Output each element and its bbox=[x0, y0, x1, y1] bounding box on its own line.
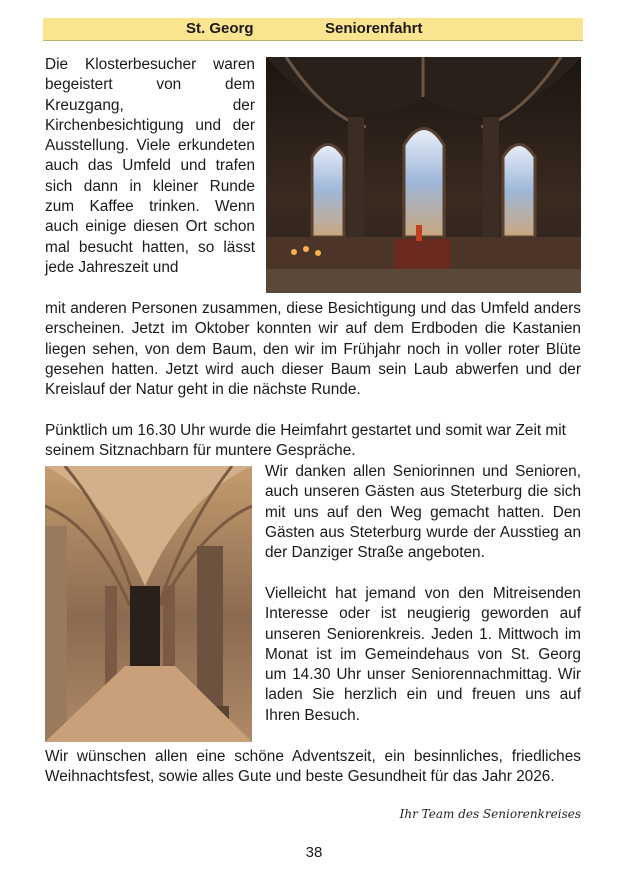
cloister-photo bbox=[45, 466, 252, 742]
page-number: 38 bbox=[305, 844, 323, 861]
paragraph-6: Wir wünschen allen eine schöne Adventszeit, ein besinnliches, friedliches Weihnachtsfest, sowie alles Gute und beste Gesundheit für das Jahr 2026. bbox=[45, 748, 581, 786]
church-interior-photo bbox=[266, 57, 581, 293]
paragraph-5: Vielleicht hat jemand von den Mitreisenden Interesse oder ist neugierig geworden auf unseren Seniorenkreis. Jeden 1. Mittwoch im Monat ist im Gemeindehaus von St. Georg um 14.30 Uhr unser Seniorennachmittag. Wir laden Sie herzlich ein und freuen uns auf Ihren Besuch. bbox=[265, 585, 581, 724]
paragraph-2: mit anderen Personen zusammen, diese Besichtigung und das Umfeld anders erscheinen. Jetzt im Oktober konnten wir auf dem Erdboden die Kastanien liegen sehen, von dem Baum, den wir im Frühjahr noch in voller roter Blüte gesehen hatten. Jetzt wird auch dieser Baum sein Laub abwerfen und der Kreislauf der Natur geht in die nächste Runde. bbox=[45, 300, 581, 399]
paragraph-1: Die Klosterbesucher waren begeistert von dem Kreuzgang, der Kirchenbesichtigung und der Ausstellung. Viele erkundeten auch das Umfeld und trafen sich dann in kleiner Runde zum Kaffee trinken. Wenn auch einige diesen Ort schon mal besucht hatten, so lässt jede Jahreszeit und bbox=[45, 56, 255, 276]
page-header bbox=[43, 18, 583, 41]
signature: Ihr Team des Seniorenkreises bbox=[399, 807, 581, 821]
header-section: St. Georg bbox=[186, 20, 254, 37]
header-title: Seniorenfahrt bbox=[325, 20, 423, 37]
paragraph-4: Wir danken allen Seniorinnen und Senioren, auch unseren Gästen aus Steterburg die sich mit uns auf den Weg gemacht hatten. Den Gästen aus Steterburg wurde der Ausstieg an der Danziger Straße angeboten. bbox=[265, 463, 581, 562]
paragraph-3: Pünktlich um 16.30 Uhr wurde die Heimfahrt gestartet und somit war Zeit mit seinem Sitznachbarn für muntere Gespräche. bbox=[45, 422, 566, 460]
